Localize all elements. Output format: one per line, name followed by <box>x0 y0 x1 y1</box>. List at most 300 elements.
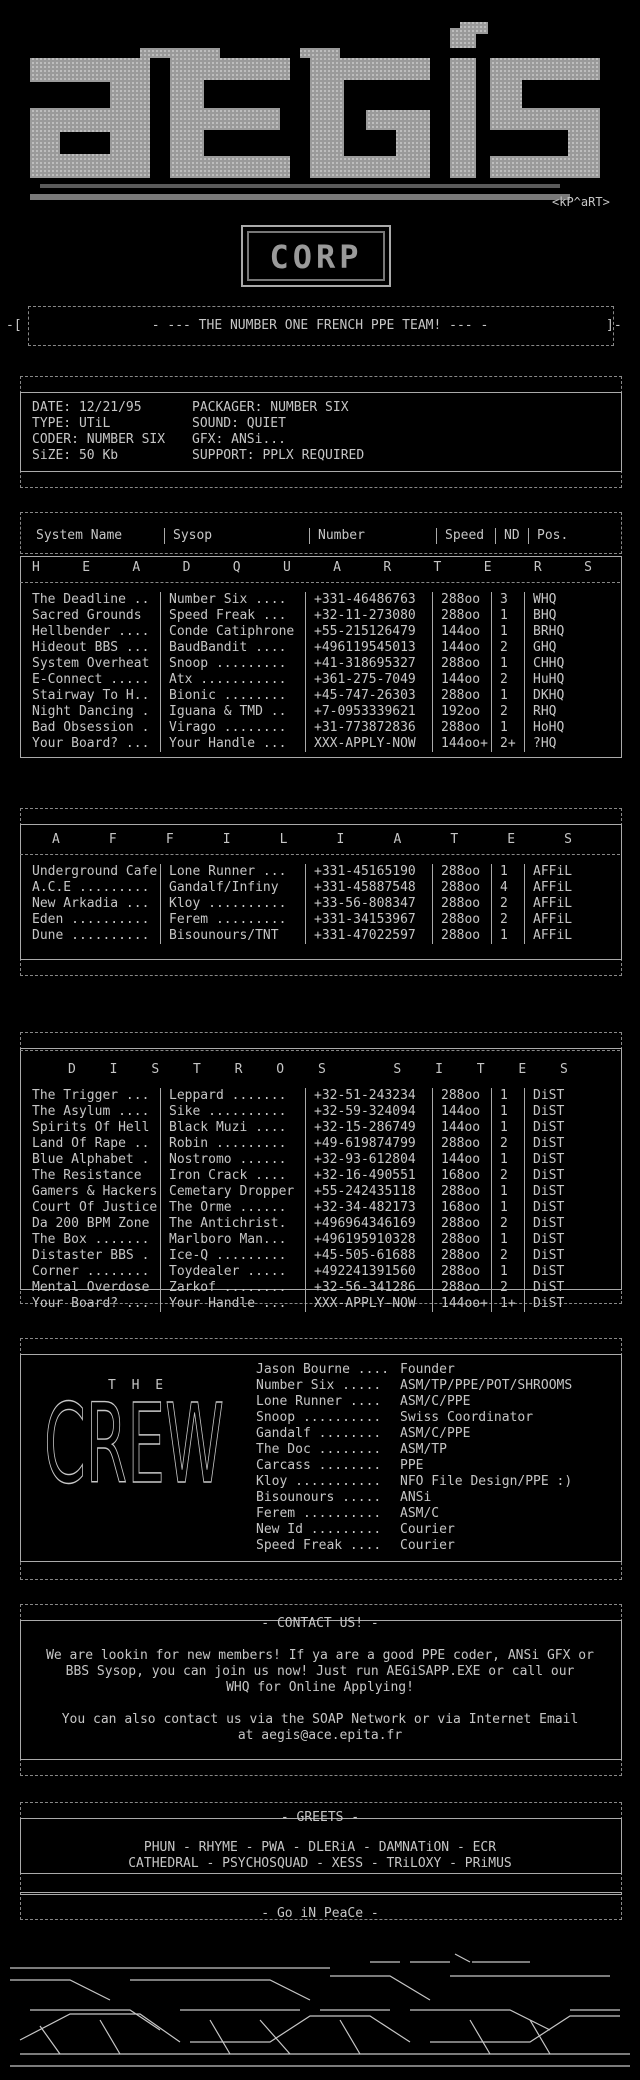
title-letter: E <box>483 560 492 575</box>
speed: 288oo <box>433 608 492 624</box>
nodes: 1 <box>492 1200 525 1216</box>
title-letter: I <box>336 832 345 847</box>
release-field-right: GFX: ANSi... <box>192 432 286 447</box>
sysop-name: Snoop ......... <box>161 656 306 672</box>
title-letter: S <box>393 1062 402 1077</box>
logo-credit: <kP^aRT> <box>552 195 610 209</box>
sysop-name: Robin ......... <box>161 1136 306 1152</box>
corp-logo <box>240 224 392 288</box>
phone-number: +55-215126479 <box>306 624 433 640</box>
title-letter: T <box>450 832 459 847</box>
crew-member-role: PPE <box>400 1458 424 1473</box>
speed: 288oo <box>433 1264 492 1280</box>
phone-number: +32-93-612804 <box>306 1152 433 1168</box>
table-row <box>24 1264 577 1280</box>
table-row <box>24 928 577 944</box>
phone-number: +361-275-7049 <box>306 672 433 688</box>
aff-divider <box>20 854 620 855</box>
phone-number: +32-51-243234 <box>306 1088 433 1104</box>
system-name: Gamers & Hackers <box>24 1184 161 1200</box>
speed: 144oo+ <box>433 1296 492 1312</box>
banner-left-bracket: -[ <box>6 318 22 333</box>
speed: 288oo <box>433 864 492 880</box>
position: DiST <box>533 1216 565 1231</box>
system-name: Land Of Rape .. <box>24 1136 161 1152</box>
release-field-right: SUPPORT: PPLX REQUIRED <box>192 448 365 463</box>
table-row <box>24 1296 577 1312</box>
sysop-name: BaudBandit .... <box>161 640 306 656</box>
affiliates-title <box>52 832 572 848</box>
phone-number: +32-34-482173 <box>306 1200 433 1216</box>
sysop-name: Iron Crack .... <box>161 1168 306 1184</box>
title-letter: A <box>393 832 402 847</box>
aegis-logo <box>20 18 620 218</box>
position: AFFiL <box>533 864 573 879</box>
position: DiST <box>533 1200 565 1215</box>
position: DiST <box>533 1168 565 1183</box>
sysop-name: Conde Catiphrone <box>161 624 306 640</box>
speed: 288oo <box>433 896 492 912</box>
system-name: Mental Overdose <box>24 1280 161 1296</box>
greets-line-1: PHUN - RHYME - PWA - DLERiA - DAMNATiON - ECR <box>143 1840 497 1855</box>
headquarters-table <box>24 592 577 752</box>
sysop-name: Speed Freak ... <box>161 608 306 624</box>
position: DiST <box>533 1296 565 1311</box>
system-name: The Box ....... <box>24 1232 161 1248</box>
phone-number: +331-45165190 <box>306 864 433 880</box>
position: DiST <box>533 1248 565 1263</box>
nodes: 2 <box>492 1168 525 1184</box>
nodes: 1 <box>492 1264 525 1280</box>
title-letter: D <box>68 1062 76 1077</box>
contact-text-1: We are lookin for new members! If ya are a good PPE coder, ANSi GFX or BBS Sysop, you can join us now! Just run AEGiSAPP.EXE or call our WHQ for Online Applying! <box>46 1648 594 1695</box>
nodes: 1 <box>492 1184 525 1200</box>
sysop-name: Cemetary Dropper <box>161 1184 306 1200</box>
system-name: Dune .......... <box>24 928 161 944</box>
contact-title: - CONTACT US! - <box>261 1616 379 1631</box>
phone-number: +33-56-808347 <box>306 896 433 912</box>
system-name: System Overheat <box>24 656 161 672</box>
table-row <box>24 1088 577 1104</box>
position: HoHQ <box>533 720 565 735</box>
release-field-left: SiZE: 50 Kb <box>32 448 119 463</box>
speed: 288oo <box>433 1280 492 1296</box>
speed: 288oo <box>433 1184 492 1200</box>
system-name: Eden .......... <box>24 912 161 928</box>
system-name: Spirits Of Hell <box>24 1120 161 1136</box>
system-name: Bad Obsession . <box>24 720 161 736</box>
nodes: 1 <box>492 1104 525 1120</box>
system-name: Your Board? ... <box>24 1296 161 1312</box>
position: DiST <box>533 1280 565 1295</box>
system-name: Hideout BBS ... <box>24 640 161 656</box>
title-letter: S <box>584 560 592 575</box>
phone-number: XXX-APPLY-NOW <box>306 736 433 752</box>
crew-logo <box>44 1392 234 1502</box>
system-name: The Resistance <box>24 1168 161 1184</box>
hq-divider <box>20 582 620 583</box>
crew-member-name: Gandalf ........ <box>256 1426 382 1441</box>
nodes: 2 <box>492 1280 525 1296</box>
sysop-name: Sike .......... <box>161 1104 306 1120</box>
nodes: 4 <box>492 880 525 896</box>
nodes: 1 <box>492 928 525 944</box>
speed: 288oo <box>433 928 492 944</box>
crew-member-name: Number Six ..... <box>256 1378 382 1393</box>
crew-member-role: Courier <box>400 1538 455 1553</box>
position: DiST <box>533 1152 565 1167</box>
speed: 288oo <box>433 1088 492 1104</box>
phone-number: XXX-APPLY-NOW <box>306 1296 433 1312</box>
title-letter: I <box>435 1062 443 1077</box>
col-nd: ND <box>496 528 529 544</box>
title-letter: T <box>476 1062 485 1077</box>
title-letter: L <box>279 832 288 847</box>
sysop-name: Number Six .... <box>161 592 306 608</box>
contact-text-2: You can also contact us via the SOAP Network or via Internet Email at aegis@ace.epita.fr <box>61 1712 579 1743</box>
phone-number: +32-59-324094 <box>306 1104 433 1120</box>
table-row <box>24 624 577 640</box>
phone-number: +331-45887548 <box>306 880 433 896</box>
col-system: System Name <box>28 528 165 544</box>
sysop-name: Bionic ........ <box>161 688 306 704</box>
col-number: Number <box>310 528 437 544</box>
sysop-name: Atx ........... <box>161 672 306 688</box>
sysop-name: Zarkof ........ <box>161 1280 306 1296</box>
crew-member-role: Swiss Coordinator <box>400 1410 534 1425</box>
nodes: 2 <box>492 1216 525 1232</box>
banner-right-bracket: ]- <box>606 318 622 333</box>
phone-number: +492241391560 <box>306 1264 433 1280</box>
position: AFFiL <box>533 912 573 927</box>
table-row <box>24 880 577 896</box>
title-letter: E <box>518 1062 527 1077</box>
system-name: Your Board? ... <box>24 736 161 752</box>
speed: 288oo <box>433 912 492 928</box>
nodes: 2 <box>492 640 525 656</box>
nodes: 2 <box>492 1248 525 1264</box>
greets-title: - GREETS - <box>280 1810 360 1825</box>
position: CHHQ <box>533 656 565 671</box>
position: DiST <box>533 1136 565 1151</box>
crew-member-role: Courier <box>400 1522 455 1537</box>
system-name: Hellbender .... <box>24 624 161 640</box>
nodes: 1 <box>492 1152 525 1168</box>
position: HuHQ <box>533 672 565 687</box>
system-name: The Trigger ... <box>24 1088 161 1104</box>
position: WHQ <box>533 592 557 607</box>
title-letter: R <box>234 1062 243 1077</box>
speed: 288oo <box>433 880 492 896</box>
system-name: E-Connect ..... <box>24 672 161 688</box>
crew-member-role: NFO File Design/PPE :) <box>400 1474 573 1489</box>
crew-member-role: ASM/C <box>400 1506 440 1521</box>
sysop-name: Kloy .......... <box>161 896 306 912</box>
system-name: Underground Cafe <box>24 864 161 880</box>
speed: 288oo <box>433 592 492 608</box>
phone-number: +45-505-61688 <box>306 1248 433 1264</box>
table-row <box>24 1168 577 1184</box>
position: GHQ <box>533 640 557 655</box>
table-row <box>24 1216 577 1232</box>
system-name: New Arkadia ... <box>24 896 161 912</box>
system-name: Sacred Grounds <box>24 608 161 624</box>
sysop-name: Your Handle ... <box>161 1296 306 1312</box>
phone-number: +331-46486763 <box>306 592 433 608</box>
table-row <box>24 720 577 736</box>
speed: 288oo <box>433 720 492 736</box>
release-field-left: DATE: 12/21/95 <box>32 400 142 415</box>
title-letter: F <box>108 832 117 847</box>
sysop-name: Leppard ....... <box>161 1088 306 1104</box>
speed: 288oo <box>433 656 492 672</box>
crew-member-name: The Doc ........ <box>256 1442 382 1457</box>
nodes: 1 <box>492 864 525 880</box>
banner-text: - --- THE NUMBER ONE FRENCH PPE TEAM! --- - <box>151 318 489 333</box>
phone-number: +496119545013 <box>306 640 433 656</box>
sysop-name: Lone Runner ... <box>161 864 306 880</box>
nodes: 2 <box>492 912 525 928</box>
speed: 288oo <box>433 688 492 704</box>
table-row <box>24 592 577 608</box>
system-name: Da 200 BPM Zone <box>24 1216 161 1232</box>
headquarters-title <box>32 560 592 576</box>
col-sysop: Sysop <box>165 528 310 544</box>
table-row <box>24 608 577 624</box>
nodes: 2 <box>492 1136 525 1152</box>
crew-member-name: Carcass ........ <box>256 1458 382 1473</box>
title-letter: U <box>282 560 291 575</box>
system-name: Corner ........ <box>24 1264 161 1280</box>
table-row <box>24 1184 577 1200</box>
phone-number: +32-16-490551 <box>306 1168 433 1184</box>
sysop-name: Toydealer ..... <box>161 1264 306 1280</box>
dist-divider <box>20 1050 620 1051</box>
crew-member-name: Speed Freak .... <box>256 1538 382 1553</box>
system-name: Night Dancing . <box>24 704 161 720</box>
title-letter: S <box>564 832 572 847</box>
table-row <box>24 912 577 928</box>
position: DiST <box>533 1088 565 1103</box>
position: DKHQ <box>533 688 565 703</box>
table-row <box>24 704 577 720</box>
nodes: 1 <box>492 688 525 704</box>
phone-number: +31-773872836 <box>306 720 433 736</box>
table-row <box>24 688 577 704</box>
sysop-name: Your Handle ... <box>161 736 306 752</box>
title-letter: S <box>317 1062 326 1077</box>
release-field-left: TYPE: UTiL <box>32 416 111 431</box>
phone-number: +32-11-273080 <box>306 608 433 624</box>
col-pos: Pos. <box>537 528 569 543</box>
table-row <box>24 1120 577 1136</box>
title-letter: S <box>151 1062 160 1077</box>
distros-table <box>24 1056 577 1312</box>
phone-number: +45-747-26303 <box>306 688 433 704</box>
crew-member-name: Snoop .......... <box>256 1410 382 1425</box>
column-header <box>28 528 581 544</box>
release-field-right: SOUND: QUIET <box>192 416 286 431</box>
crew-member-name: New Id ......... <box>256 1522 382 1537</box>
table-row <box>24 864 577 880</box>
affiliates-table <box>24 864 577 944</box>
table-row <box>24 1136 577 1152</box>
title-letter: Q <box>232 560 241 575</box>
title-letter: A <box>52 832 60 847</box>
phone-number: +32-15-286749 <box>306 1120 433 1136</box>
position: AFFiL <box>533 880 573 895</box>
nodes: 1 <box>492 1232 525 1248</box>
title-letter: I <box>109 1062 118 1077</box>
speed: 144oo <box>433 640 492 656</box>
phone-number: +7-0953339621 <box>306 704 433 720</box>
nodes: 1 <box>492 608 525 624</box>
sysop-name: Black Muzi .... <box>161 1120 306 1136</box>
title-letter: I <box>222 832 231 847</box>
table-row <box>24 736 577 752</box>
speed: 288oo <box>433 1216 492 1232</box>
title-letter: T <box>192 1062 201 1077</box>
table-row <box>24 1152 577 1168</box>
system-name: Blue Alphabet . <box>24 1152 161 1168</box>
nodes: 1+ <box>492 1296 525 1312</box>
title-letter: R <box>383 560 392 575</box>
speed: 288oo <box>433 1248 492 1264</box>
speed: 144oo <box>433 672 492 688</box>
nodes: 2 <box>492 704 525 720</box>
sysop-name: Nostromo ...... <box>161 1152 306 1168</box>
nodes: 3 <box>492 592 525 608</box>
table-row <box>24 896 577 912</box>
speed: 288oo <box>433 1232 492 1248</box>
table-row <box>24 1248 577 1264</box>
position: DiST <box>533 1184 565 1199</box>
corp-text: CORP <box>269 238 363 276</box>
sysop-name: Ice-Q ......... <box>161 1248 306 1264</box>
sysop-name: Ferem ......... <box>161 912 306 928</box>
sysop-name: Iguana & TMD .. <box>161 704 306 720</box>
crew-member-role: ASM/TP/PPE/POT/SHROOMS <box>400 1378 573 1393</box>
table-row <box>24 1200 577 1216</box>
speed: 288oo <box>433 1136 492 1152</box>
release-field-right: PACKAGER: NUMBER SIX <box>192 400 349 415</box>
crew-member-role: ASM/C/PPE <box>400 1426 471 1441</box>
speed: 144oo <box>433 1120 492 1136</box>
phone-number: +32-56-341286 <box>306 1280 433 1296</box>
table-row <box>24 1232 577 1248</box>
system-name: A.C.E ......... <box>24 880 161 896</box>
title-letter: R <box>533 560 542 575</box>
crew-logo-text: CREW <box>44 1392 224 1502</box>
release-field-left: CODER: NUMBER SIX <box>32 432 166 447</box>
phone-number: +496195910328 <box>306 1232 433 1248</box>
title-letter: H <box>32 560 40 575</box>
nodes: 1 <box>492 656 525 672</box>
phone-number: +331-47022597 <box>306 928 433 944</box>
title-letter: F <box>165 832 174 847</box>
position: BHQ <box>533 608 557 623</box>
position: ?HQ <box>533 736 557 751</box>
crew-member-role: Founder <box>400 1362 455 1377</box>
position: DiST <box>533 1104 565 1119</box>
crew-member-role: ANSi <box>400 1490 432 1505</box>
bottom-aegis-art <box>10 1950 630 2070</box>
sysop-name: The Antichrist. <box>161 1216 306 1232</box>
title-letter: O <box>276 1062 285 1077</box>
greets-goodbye-frame <box>20 1892 622 1895</box>
position: DiST <box>533 1264 565 1279</box>
crew-member-name: Kloy ........... <box>256 1474 382 1489</box>
speed: 144oo+ <box>433 736 492 752</box>
title-letter: A <box>333 560 341 575</box>
crew-member-role: ASM/TP <box>400 1442 447 1457</box>
crew-member-name: Ferem .......... <box>256 1506 382 1521</box>
nodes: 2 <box>492 672 525 688</box>
nodes: 2+ <box>492 736 525 752</box>
position: RHQ <box>533 704 557 719</box>
position: AFFiL <box>533 928 573 943</box>
speed: 144oo <box>433 624 492 640</box>
system-name: Distaster BBS . <box>24 1248 161 1264</box>
nodes: 2 <box>492 896 525 912</box>
position: BRHQ <box>533 624 565 639</box>
crew-member-name: Lone Runner .... <box>256 1394 382 1409</box>
title-letter: T <box>433 560 442 575</box>
sysop-name: Marlboro Man... <box>161 1232 306 1248</box>
title-letter: S <box>560 1062 568 1077</box>
crew-member-name: Jason Bourne .... <box>256 1362 390 1377</box>
phone-number: +55-242435118 <box>306 1184 433 1200</box>
phone-number: +49-619874799 <box>306 1136 433 1152</box>
nodes: 1 <box>492 720 525 736</box>
phone-number: +41-318695327 <box>306 656 433 672</box>
crew-member-name: Bisounours ..... <box>256 1490 382 1505</box>
phone-number: +496964346169 <box>306 1216 433 1232</box>
position: DiST <box>533 1232 565 1247</box>
nodes: 1 <box>492 624 525 640</box>
table-row <box>24 640 577 656</box>
sysop-name: The Orme ...... <box>161 1200 306 1216</box>
table-row <box>24 672 577 688</box>
nodes: 1 <box>492 1088 525 1104</box>
sysop-name: Gandalf/Infiny <box>161 880 306 896</box>
speed: 144oo <box>433 1104 492 1120</box>
table-row <box>24 1104 577 1120</box>
phone-number: +331-34153967 <box>306 912 433 928</box>
speed: 144oo <box>433 1152 492 1168</box>
title-letter: E <box>507 832 516 847</box>
system-name: The Deadline .. <box>24 592 161 608</box>
crew-the: T H E <box>108 1378 168 1393</box>
nodes: 1 <box>492 1120 525 1136</box>
speed: 168oo <box>433 1168 492 1184</box>
system-name: Court Of Justice <box>24 1200 161 1216</box>
speed: 192oo <box>433 704 492 720</box>
title-letter: D <box>182 560 191 575</box>
sysop-name: Bisounours/TNT <box>161 928 306 944</box>
goodbye-text: - Go iN PeaCe - <box>261 1906 379 1921</box>
title-letter: E <box>82 560 91 575</box>
crew-member-role: ASM/C/PPE <box>400 1394 471 1409</box>
table-row <box>24 1280 577 1296</box>
col-speed: Speed <box>437 528 496 544</box>
speed: 168oo <box>433 1200 492 1216</box>
system-name: The Asylum .... <box>24 1104 161 1120</box>
position: DiST <box>533 1120 565 1135</box>
position: AFFiL <box>533 896 573 911</box>
table-row <box>24 656 577 672</box>
system-name: Stairway To H.. <box>24 688 161 704</box>
